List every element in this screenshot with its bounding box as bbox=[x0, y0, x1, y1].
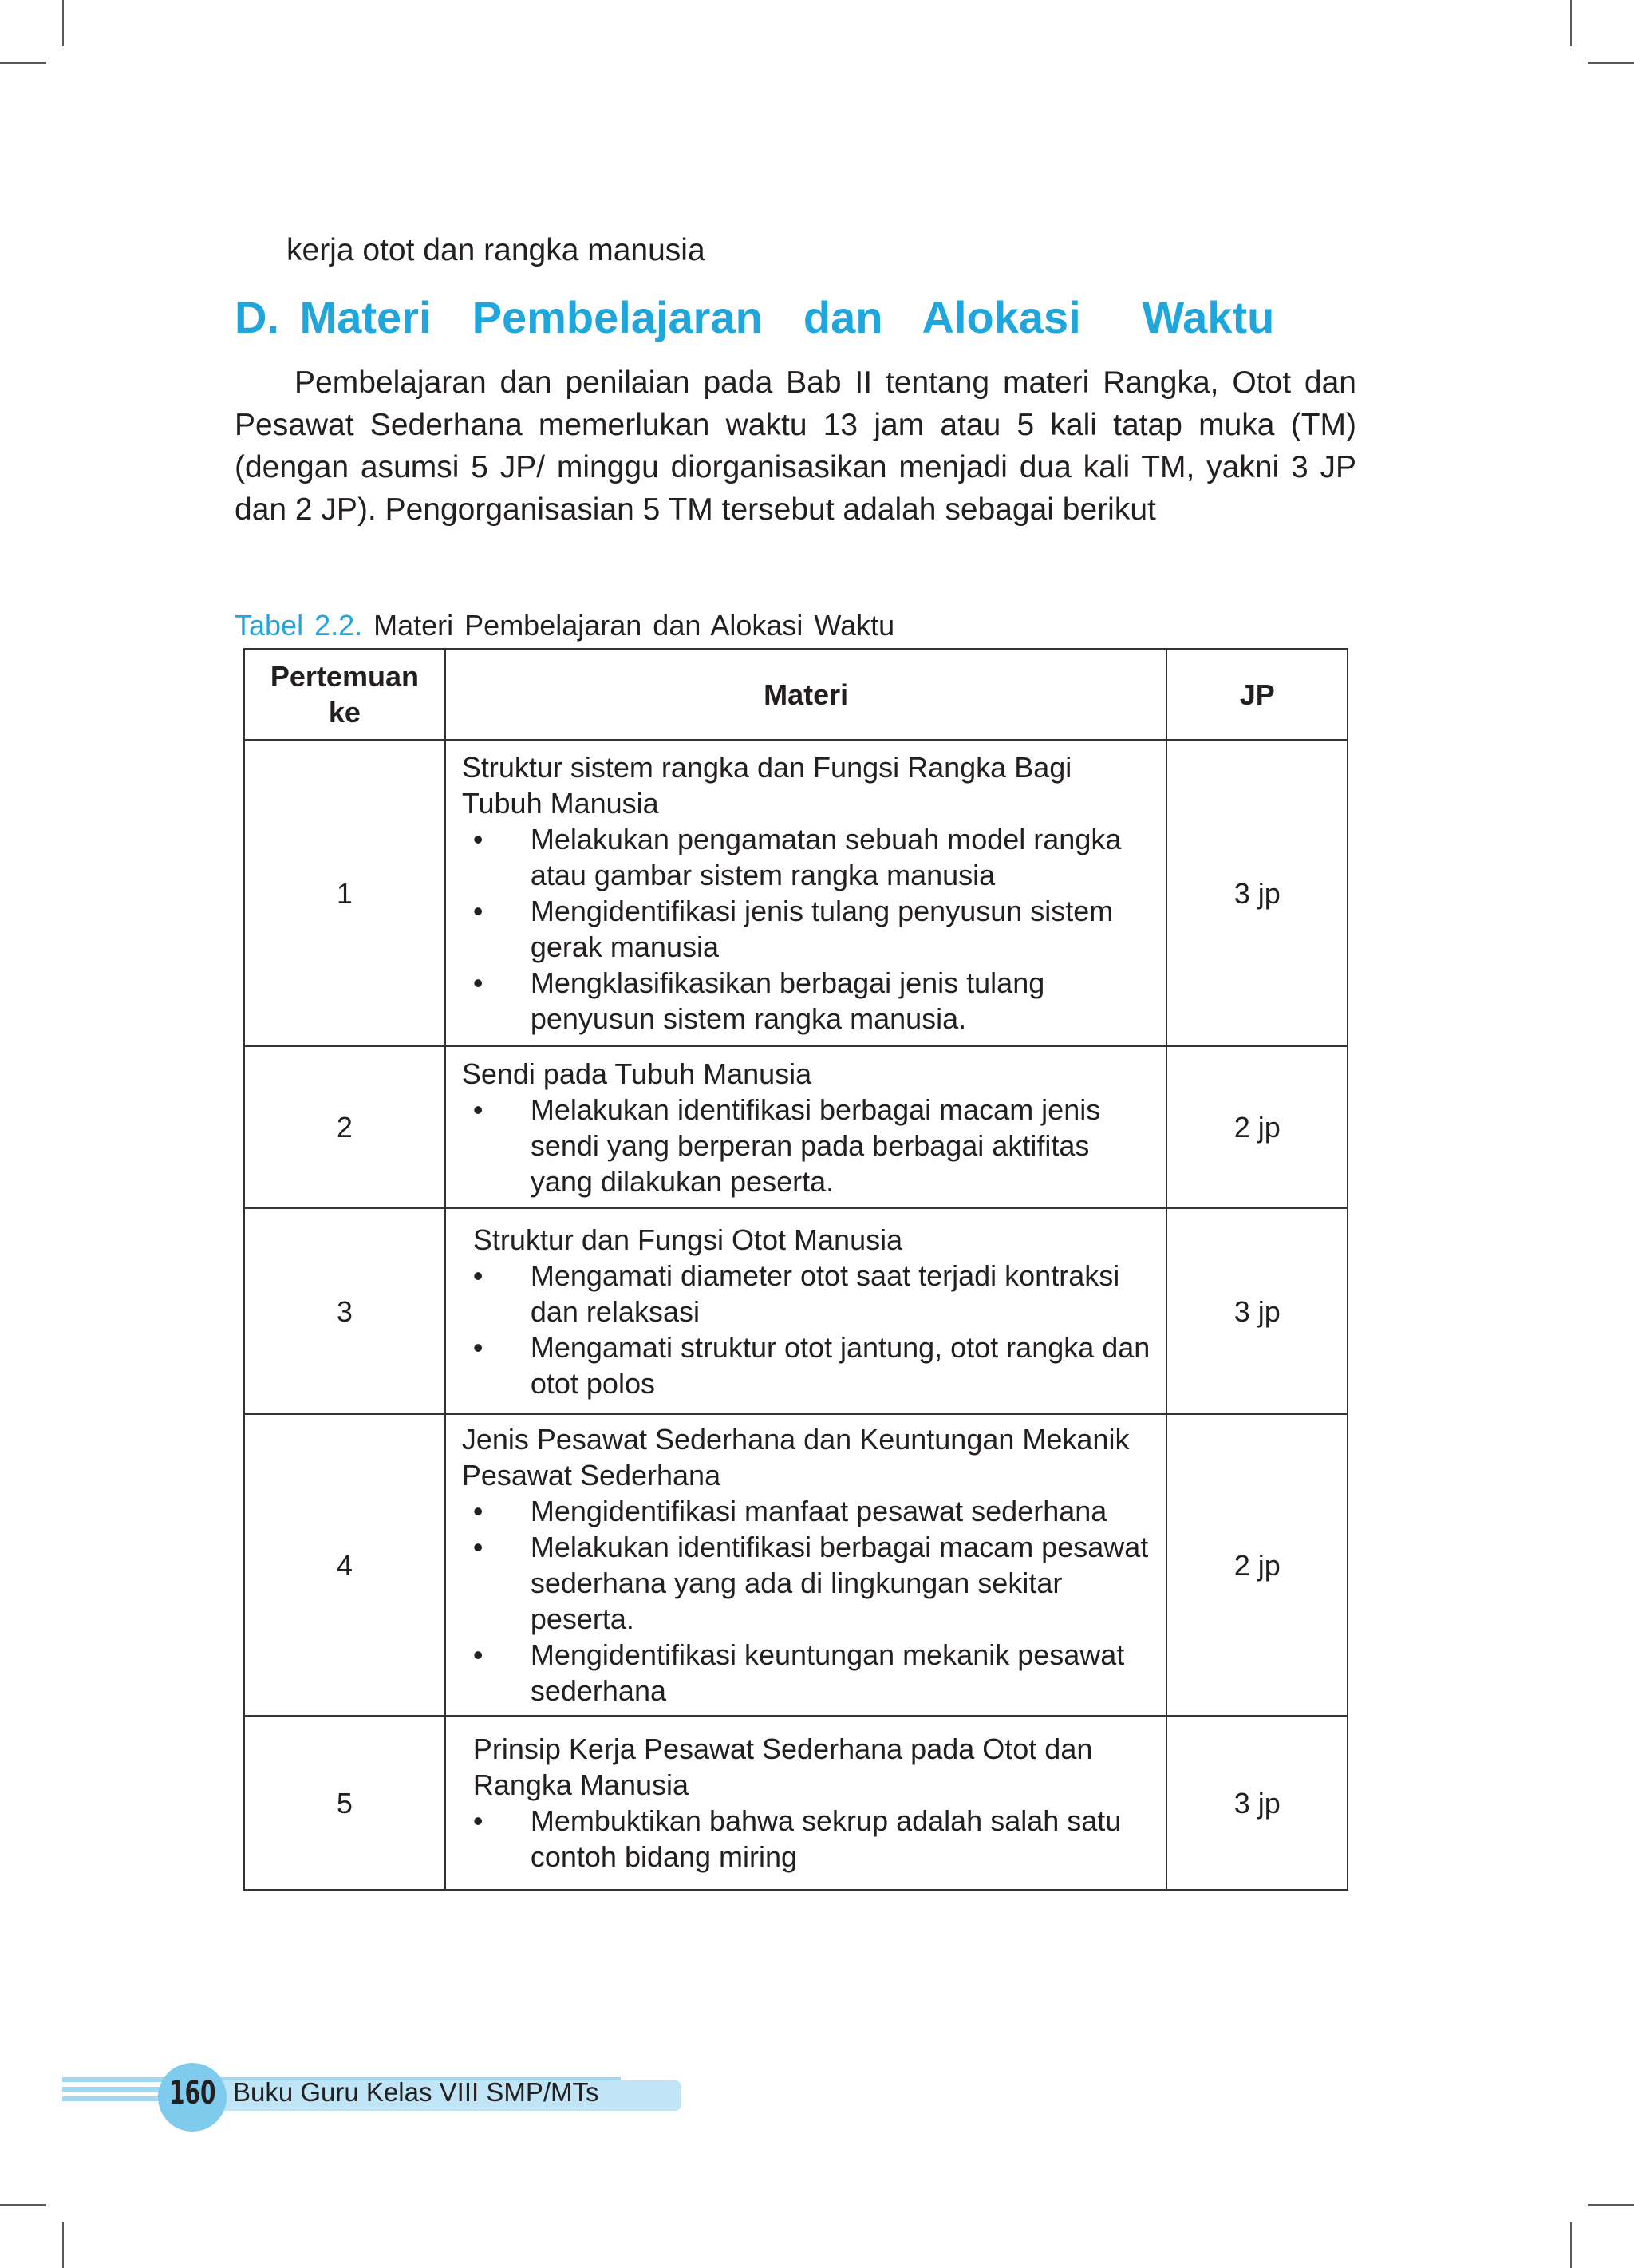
list-item: • Melakukan identifikasi berbagai macam jenis sendi yang berperan pada berbagai aktifitas yang dilakukan peserta. bbox=[472, 1093, 1101, 1198]
bullet-icon: • bbox=[472, 823, 483, 855]
crop-mark bbox=[0, 2204, 46, 2206]
jp-value: 2 jp bbox=[1166, 1414, 1348, 1716]
activity-list bbox=[462, 1493, 1152, 1709]
footer-book-title: Buku Guru Kelas VIII SMP/MTs bbox=[233, 2077, 599, 2107]
materi-cell bbox=[445, 1046, 1167, 1208]
crop-mark bbox=[1588, 2204, 1634, 2206]
page-number: 160 bbox=[169, 2075, 216, 2112]
bullet-icon: • bbox=[472, 1495, 483, 1527]
allocation-table bbox=[243, 648, 1348, 1891]
bullet-icon: • bbox=[472, 1531, 483, 1563]
meeting-number: 2 bbox=[244, 1046, 445, 1208]
table-caption-number: Tabel 2.2. bbox=[235, 609, 363, 642]
jp-value: 2 jp bbox=[1166, 1046, 1348, 1208]
table-row bbox=[244, 1046, 1348, 1208]
crop-mark bbox=[1570, 0, 1572, 46]
materi-cell bbox=[445, 1208, 1167, 1414]
activity-list bbox=[462, 821, 1152, 1037]
bullet-icon: • bbox=[472, 1638, 483, 1671]
table-header-row bbox=[244, 649, 1348, 740]
bullet-icon: • bbox=[472, 895, 483, 927]
table-row bbox=[244, 740, 1348, 1046]
list-item: • Mengamati diameter otot saat terjadi kontraksi dan relaksasi bbox=[472, 1258, 1120, 1328]
meeting-number: 5 bbox=[244, 1716, 445, 1890]
materi-title: Sendi pada Tubuh Manusia bbox=[461, 1057, 812, 1090]
crop-mark bbox=[0, 62, 46, 64]
list-item: • Mengidentifikasi jenis tulang penyusun sistem gerak manusia bbox=[472, 895, 1114, 963]
list-item: • Membuktikan bahwa sekrup adalah salah satu contoh bidang miring bbox=[472, 1804, 1122, 1873]
list-item: • Melakukan identifikasi berbagai macam pesawat sederhana yang ada di lingkungan sekitar peserta. bbox=[472, 1531, 1149, 1635]
bullet-icon: • bbox=[472, 1804, 483, 1837]
crop-mark bbox=[62, 0, 64, 46]
table-caption bbox=[235, 607, 894, 645]
list-item: • Mengidentifikasi manfaat pesawat sederhana bbox=[472, 1495, 1107, 1527]
materi-title: Prinsip Kerja Pesawat Sederhana pada Otot dan Rangka Manusia bbox=[472, 1733, 1093, 1801]
section-heading: D. Materi Pembelajaran dan Alokasi Waktu bbox=[235, 292, 1275, 342]
table-row bbox=[244, 1716, 1348, 1890]
activity-list bbox=[462, 1092, 1152, 1199]
activity-list bbox=[462, 1258, 1152, 1401]
body-paragraph: Pembelajaran dan penilaian pada Bab II tentang materi Rangka, Otot dan Pesawat Sederhana memerlukan waktu 13 jam atau 5 kali tatap muka (TM) (dengan asumsi 5 JP/ minggu diorganisasikan menjadi dua kali TM, yakni 3 JP dan 2 JP). Pengorganisasian 5 TM tersebut adalah sebagai berikut bbox=[235, 365, 1356, 527]
list-item: • Mengamati struktur otot jantung, otot rangka dan otot polos bbox=[472, 1330, 1151, 1400]
materi-title: Struktur dan Fungsi Otot Manusia bbox=[472, 1223, 903, 1256]
intro-line: kerja otot dan rangka manusia bbox=[286, 233, 705, 267]
list-item: • Melakukan pengamatan sebuah model rangka atau gambar sistem rangka manusia bbox=[472, 823, 1122, 891]
bullet-icon: • bbox=[472, 1093, 483, 1126]
activity-list bbox=[462, 1803, 1152, 1875]
materi-cell bbox=[445, 1414, 1167, 1716]
list-item: • Mengklasifikasikan berbagai jenis tulang penyusun sistem rangka manusia. bbox=[472, 966, 1045, 1035]
materi-title: Jenis Pesawat Sederhana dan Keuntungan Mekanik Pesawat Sederhana bbox=[461, 1423, 1130, 1492]
meeting-number: 3 bbox=[244, 1208, 445, 1414]
table-row bbox=[244, 1414, 1348, 1716]
header-pertemuan: Pertemuan ke bbox=[244, 649, 445, 740]
header-jp: JP bbox=[1166, 649, 1348, 740]
table-caption-text: Materi Pembelajaran dan Alokasi Waktu bbox=[373, 609, 895, 642]
header-materi: Materi bbox=[445, 649, 1167, 740]
jp-value: 3 jp bbox=[1166, 1716, 1348, 1890]
crop-mark bbox=[1570, 2222, 1572, 2268]
table-row bbox=[244, 1208, 1348, 1414]
crop-mark bbox=[1588, 62, 1634, 64]
meeting-number: 1 bbox=[244, 740, 445, 1046]
jp-value: 3 jp bbox=[1166, 1208, 1348, 1414]
materi-cell bbox=[445, 740, 1167, 1046]
materi-cell bbox=[445, 1716, 1167, 1890]
crop-mark bbox=[62, 2222, 64, 2268]
bullet-icon: • bbox=[472, 1258, 483, 1292]
meeting-number: 4 bbox=[244, 1414, 445, 1716]
materi-title: Struktur sistem rangka dan Fungsi Rangka Bagi Tubuh Manusia bbox=[461, 751, 1072, 820]
bullet-icon: • bbox=[472, 966, 483, 999]
bullet-icon: • bbox=[472, 1330, 483, 1364]
jp-value: 3 jp bbox=[1166, 740, 1348, 1046]
list-item: • Mengidentifikasi keuntungan mekanik pesawat sederhana bbox=[472, 1638, 1125, 1707]
